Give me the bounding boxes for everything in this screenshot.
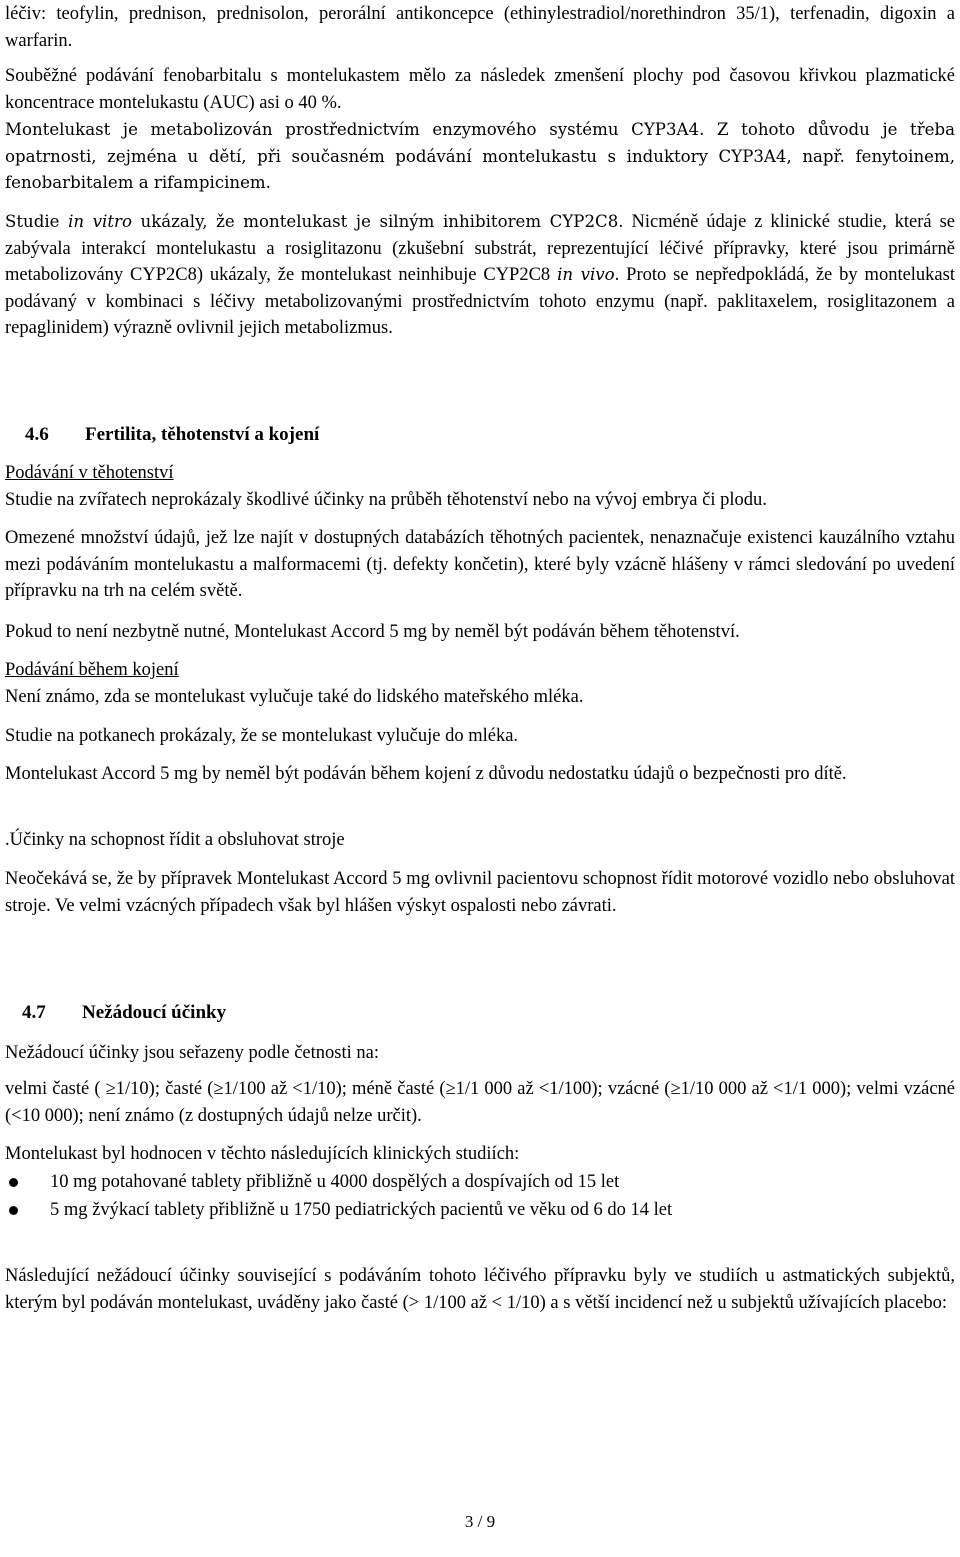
list-item — [5, 1197, 955, 1225]
in-vivo-term: in vivo — [557, 265, 615, 284]
frequency-definitions: velmi časté ( ≥1/10); časté (≥1/100 až <1/10); méně časté (≥1/1 000 až <1/100); vzácné (≥1/10 000 až <1/1 000); velmi vzácné (<10 000); není známo (z dostupných údajů nelze určit). — [5, 1079, 955, 1126]
lactation-paragraph-1: Není známo, zda se montelukast vylučuje také do lidského mateřského mléka. — [5, 687, 584, 707]
in-vitro-term: in vitro — [68, 212, 132, 231]
section-heading-4-6 — [25, 422, 319, 449]
driving-heading: .Účinky na schopnost řídit a obsluhovat stroje — [5, 830, 345, 850]
section-heading-4-7 — [22, 1000, 226, 1027]
paragraph-cyp2c8 — [5, 209, 955, 342]
pregnancy-paragraph-1: Studie na zvířatech neprokázaly škodlivé účinky na průběh těhotenství nebo na vývoj embrya či plodu. — [5, 490, 767, 510]
pregnancy-paragraph-3: Pokud to není nezbytně nutné, Montelukast Accord 5 mg by neměl být podáván během těhotenství. — [5, 622, 740, 642]
bullet-icon — [9, 1178, 18, 1187]
cyp3a4-sentence: Montelukast je metabolizován prostřednictvím enzymového systému CYP3A4. — [5, 120, 705, 139]
paragraph-phenobarbital: Souběžné podávání fenobarbitalu s montelukastem mělo za následek zmenšení plochy pod časovou křivkou plazmatické koncentrace montelukastu (AUC) asi o 40 %. — [5, 66, 955, 113]
paragraph-interactions-list: léčiv: teofylin, prednison, prednisolon, perorální antikoncepce (ethinylestradiol/norethindron 35/1), terfenadin, digoxin a warfarin. — [5, 4, 955, 51]
section-number-4-6: 4.6 — [25, 424, 49, 445]
bullet-icon — [9, 1206, 18, 1215]
frequency-intro: Nežádoucí účinky jsou seřazeny podle četnosti na: — [5, 1043, 379, 1063]
cyp2c8-text-4: . Proto se nepředpokládá, že by montelukast podávaný v kombinaci s léčivy metabolizovanými prostřednictvím tohoto enzymu (např. paklitaxelem, rosiglitazonem a repaglinidem) výrazně ovlivnil jejich metabolizmus. — [5, 265, 955, 338]
adverse-effects-closing: Následující nežádoucí účinky související s podáváním tohoto léčivého přípravku byly ve studiích u astmatických subjektů, kterým byl podáván montelukast, uváděny jako časté (> 1/100 až < 1/10) a s větší incidencí než u subjektů užívajících placebo: — [5, 1266, 955, 1313]
cyp2c8-text-1: Studie — [5, 212, 69, 231]
section-number-4-7: 4.7 — [22, 1002, 46, 1023]
section-title-4-7: Nežádoucí účinky — [82, 1002, 227, 1023]
cyp2c8-text-2: ukázaly, že montelukast je silným inhibitorem CYP2C8. — [131, 212, 624, 231]
studies-list — [5, 1169, 955, 1225]
study-item-text: 10 mg potahované tablety přibližně u 4000 dospělých a dospívajích od 15 let — [50, 1172, 620, 1192]
section-title-4-6: Fertilita, těhotenství a kojení — [85, 424, 320, 445]
study-item-text: 5 mg žvýkací tablety přibližně u 1750 pediatrických pacientů ve věku od 6 do 14 let — [50, 1200, 673, 1220]
cyp3a4-caution: Z tohoto důvodu je třeba opatrnosti, zejména u dětí, při současném podávání montelukastu s induktory CYP3A4, např. fenytoinem, fenobarbitalem a rifampicinem. — [5, 120, 955, 192]
page-number: 3 / 9 — [464, 1512, 496, 1531]
list-item — [5, 1169, 955, 1197]
cyp2c8-text-3: Nicméně údaje z klinické studie, která se zabývala interakcí montelukastu a rosiglitazonu (zkušební substrát, reprezentující léčivé přípravky, které jsou primárně metabolizovány CYP2C8) ukázaly, že montelukast neinhibuje CYP2C8 — [5, 212, 955, 285]
driving-paragraph: Neočekává se, že by přípravek Montelukast Accord 5 mg ovlivnil pacientovu schopnost řídit motorové vozidlo nebo obsluhovat stroje. Ve velmi vzácných případech však byl hlášen výskyt ospalosti nebo závrati. — [5, 869, 955, 916]
pregnancy-heading: Podávání v těhotenství — [5, 463, 174, 483]
lactation-paragraph-3: Montelukast Accord 5 mg by neměl být podáván během kojení z důvodu nedostatku údajů o bezpečnosti pro dítě. — [5, 764, 847, 784]
paragraph-cyp3a4 — [5, 117, 955, 197]
pregnancy-paragraph-2: Omezené množství údajů, jež lze najít v dostupných databázích těhotných pacientek, nenaznačuje existenci kauzálního vztahu mezi podáváním montelukastu a malformacemi (tj. defekty končetin), které byly vzácně hlášeny v rámci sledování po uvedení přípravku na trh na celém světě. — [5, 528, 955, 601]
lactation-paragraph-2: Studie na potkanech prokázaly, že se montelukast vylučuje do mléka. — [5, 726, 519, 746]
studies-intro: Montelukast byl hodnocen v těchto následujících klinických studiích: — [5, 1144, 520, 1164]
lactation-heading: Podávání během kojení — [5, 660, 179, 680]
